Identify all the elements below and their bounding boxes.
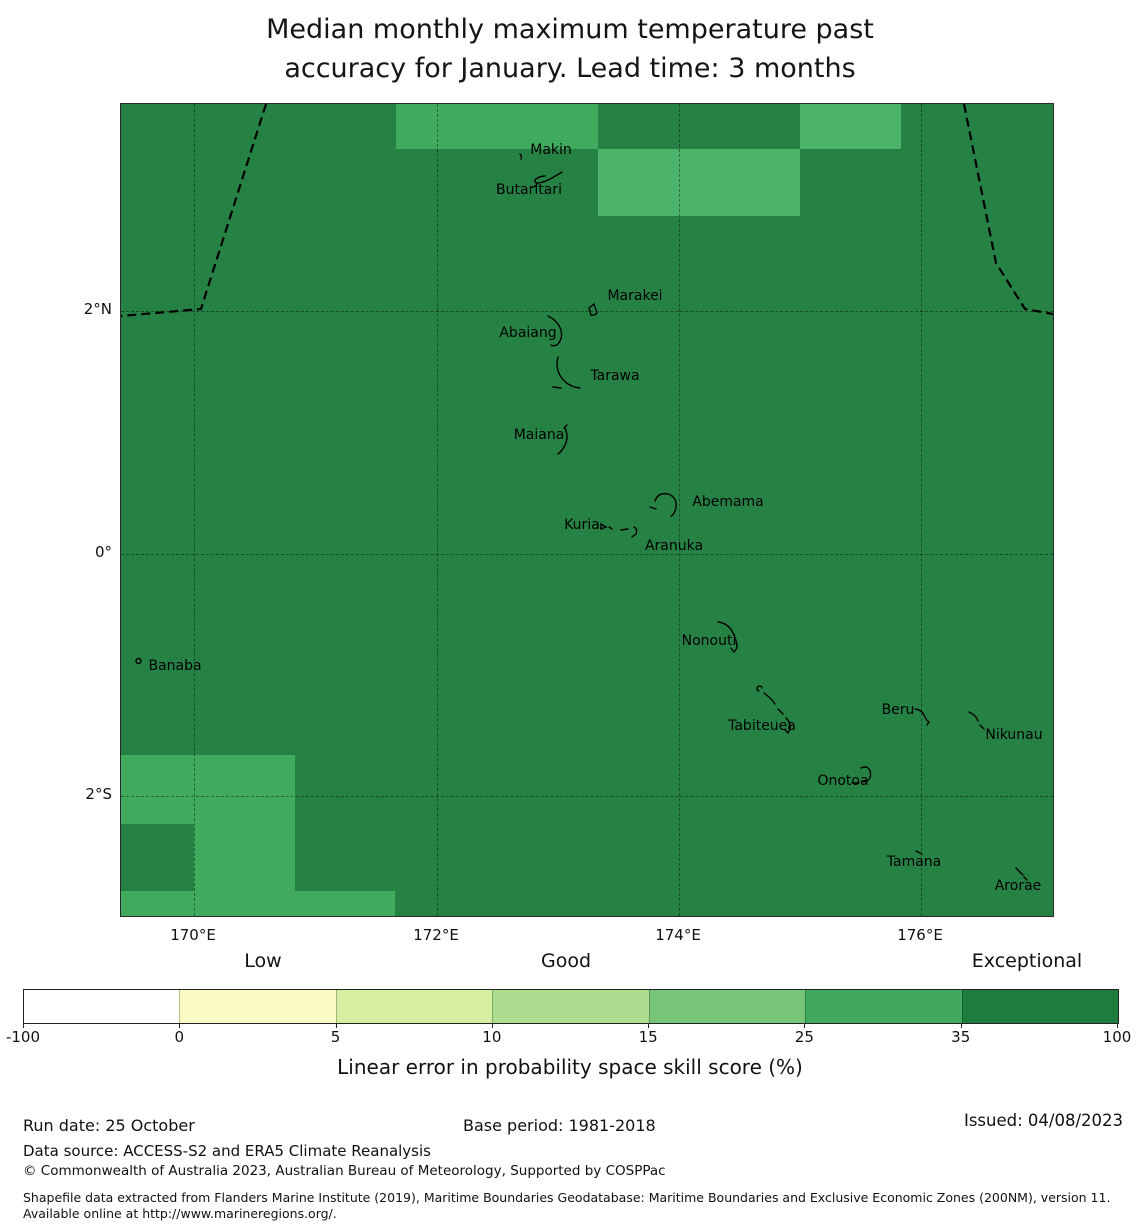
island-label-maiana: Maiana [513,427,565,443]
island-label-onotoa: Onotoa [817,773,869,789]
footer-data-source: Data source: ACCESS-S2 and ERA5 Climate Reanalysis [23,1142,431,1160]
island-label-tamana: Tamana [886,854,942,870]
colorbar-caption: Linear error in probability space skill score (%) [337,1055,803,1079]
colorbar-tick-label: 5 [330,1028,341,1046]
colorbar-segment [336,990,492,1023]
colorbar-tick-label: 25 [794,1028,814,1046]
y-axis-tick-label: 0° [94,543,112,561]
footer-run-date: Run date: 25 October [23,1116,195,1135]
island-label-nonouti: Nonouti [681,633,737,649]
colorbar [23,989,1119,1024]
colorbar-tick-label: 0 [174,1028,185,1046]
y-axis-tick-label: 2°N [83,300,112,318]
colorbar-segment [24,990,179,1023]
footer-issued-date: Issued: 04/08/2023 [963,1111,1123,1130]
footer-shapefile-note: Shapefile data extracted from Flanders Marine Institute (2019), Maritime Boundaries Geodatabase: Maritime Boundaries and Exclusive Economic Zones (200NM), version 11. Available online at http://www.marineregions.org/. [23,1190,1111,1222]
x-axis-tick-label: 176°E [897,926,943,944]
colorbar-segment [179,990,335,1023]
colorbar-segment [649,990,805,1023]
island-label-tarawa: Tarawa [590,368,640,384]
x-axis-tick-label: 174°E [655,926,701,944]
island-label-beru: Beru [881,702,915,718]
colorbar-quality-label-exceptional: Exceptional [971,950,1083,972]
colorbar-tick-label: 100 [1102,1028,1132,1046]
map-panel [120,103,1054,917]
footer-base-period: Base period: 1981-2018 [463,1116,656,1135]
x-axis-tick-label: 172°E [413,926,459,944]
footer-copyright: © Commonwealth of Australia 2023, Australian Bureau of Meteorology, Supported by COSPPac [23,1163,666,1179]
colorbar-tick-label: 15 [638,1028,658,1046]
colorbar-segment [962,990,1118,1023]
island-label-makin: Makin [530,142,572,158]
colorbar-tick-label: 10 [482,1028,502,1046]
island-label-abemama: Abemama [692,494,764,510]
island-label-marakei: Marakei [607,288,663,304]
island-label-nikunau: Nikunau [985,727,1043,743]
island-label-abaiang: Abaiang [499,325,557,341]
y-axis-tick-label: 2°S [85,785,112,803]
island-labels-layer [121,104,1053,916]
colorbar-tick-label: 35 [951,1028,971,1046]
island-label-butaritari: Butaritari [496,182,562,198]
island-label-kuria: Kuria [564,517,600,533]
figure-title-line2: accuracy for January. Lead time: 3 months [284,53,856,84]
island-label-aranuka: Aranuka [644,538,704,554]
colorbar-quality-label-low: Low [244,950,282,972]
island-label-arorae: Arorae [994,878,1042,894]
colorbar-segment [805,990,961,1023]
colorbar-segment [492,990,648,1023]
colorbar-tick-label: -100 [5,1028,41,1046]
x-axis-tick-label: 170°E [170,926,216,944]
island-label-banaba: Banaba [148,658,202,674]
island-label-tabiteuea: Tabiteuea [728,718,796,734]
colorbar-quality-label-good: Good [540,950,592,972]
figure-title-line1: Median monthly maximum temperature past [266,14,874,45]
